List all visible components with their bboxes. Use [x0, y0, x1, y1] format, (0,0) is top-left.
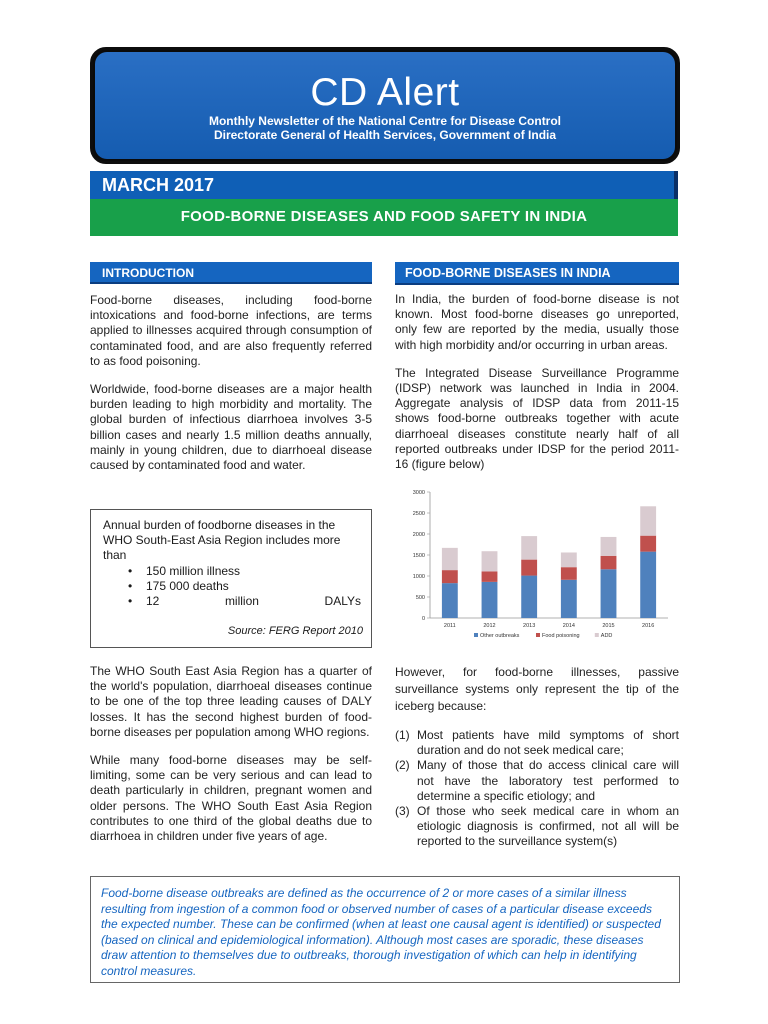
callout-source: Source: FERG Report 2010: [227, 624, 363, 637]
reason-item: (3) Of those who seek medical care in whom an etiologic diagnosis is confirmed, not all will be reported to the surveillance system(s): [395, 804, 679, 849]
legend-label: Other outbreaks: [480, 633, 520, 639]
bar-segment: [521, 560, 537, 576]
issue-topic-title: FOOD-BORNE DISEASES AND FOOD SAFETY IN INDIA: [90, 199, 678, 236]
bar-segment: [561, 580, 577, 618]
y-tick-label: 3000: [412, 490, 425, 496]
bar-segment: [640, 552, 656, 618]
bar-segment: [521, 576, 537, 618]
callout-item: • 12 million DALYs: [128, 594, 361, 609]
right-column: [395, 262, 679, 472]
y-tick-label: 1500: [412, 553, 425, 559]
y-tick-label: 0: [421, 616, 425, 622]
bar-segment: [601, 556, 617, 569]
masthead: [90, 47, 680, 164]
definition-box: [90, 876, 680, 983]
intro-paragraph-4: While many food-borne diseases may be self-limiting, some can be very serious and can lead to death particularly in children, pregnant women and older persons. The WHO South East Asia Region contributes to one third of the global deaths due to diarrhoea in children under five years of age.: [90, 753, 372, 844]
x-tick-label: 2012: [483, 623, 496, 629]
bar-segment: [640, 536, 656, 552]
bar-segment: [640, 506, 656, 535]
x-tick-label: 2011: [443, 623, 456, 629]
x-tick-label: 2015: [602, 623, 615, 629]
intro-paragraph-1: Food-borne diseases, including food-borne intoxications and food-borne infections, are terms applied to illnesses acquired through consumption of contaminated food, and are also frequently referred to as food poisoning.: [90, 293, 372, 368]
legend-swatch: [474, 633, 478, 637]
legend-label: ADD: [600, 633, 613, 639]
intro-paragraph-2: Worldwide, food-borne diseases are a major health burden leading to high morbidity and mortality. The global burden of infectious diarrhoea involves 3-5 billion cases and nearly 1.5 million deaths annually, mainly in young children, due to diarrhoeal disease caused by contaminated food and water.: [90, 382, 372, 473]
callout-item: • 150 million illness: [128, 563, 241, 578]
newsletter-title: CD Alert: [310, 71, 460, 114]
right-column-lower: [395, 664, 679, 850]
callout-intro: Annual burden of foodborne diseases in the WHO South-East Asia Region includes more than: [103, 518, 341, 563]
x-tick-label: 2013: [523, 623, 536, 629]
bar-segment: [601, 569, 617, 618]
x-tick-label: 2016: [642, 623, 655, 629]
y-tick-label: 2000: [412, 532, 425, 538]
callout-item: • 175 000 deaths: [128, 578, 229, 593]
bar-segment: [442, 583, 458, 618]
india-heading: FOOD-BORNE DISEASES IN INDIA: [395, 262, 679, 285]
bar-segment: [442, 570, 458, 583]
newsletter-subtitle-line1: Monthly Newsletter of the National Centre for Disease Control: [208, 114, 562, 128]
bar-segment: [482, 571, 498, 582]
india-paragraph-2: The Integrated Disease Surveillance Programme (IDSP) network was launched in India in 2004. Aggregate analysis of IDSP data from 2011-15 shows food-borne outbreaks together with acute diarrhoeal diseases constitute nearly half of all reported outbreaks under IDSP for the period 2011-16 (figure below): [395, 365, 679, 472]
masthead-panel: [95, 52, 675, 159]
legend-label: Food poisoning: [542, 633, 580, 639]
legend-swatch: [536, 633, 540, 637]
reason-item: (1) Most patients have mild symptoms of short duration and do not seek medical care;: [395, 728, 679, 758]
bar-segment: [442, 548, 458, 570]
y-tick-label: 2500: [412, 511, 425, 517]
burden-callout-box: [90, 509, 372, 648]
issue-month: MARCH 2017: [90, 171, 678, 199]
newsletter-subtitle-line2: Directorate General of Health Services, Government of India: [213, 128, 557, 142]
bar-segment: [482, 551, 498, 571]
introduction-heading: INTRODUCTION: [90, 262, 372, 284]
bar-segment: [521, 536, 537, 560]
bar-segment: [482, 582, 498, 618]
bar-segment: [601, 537, 617, 556]
intro-paragraph-3: The WHO South East Asia Region has a quarter of the world's population, diarrhoeal diseases continue to be one of the top three leading causes of DALY losses. It has the second highest burden of food-borne diseases per population among WHO regions.: [90, 664, 372, 739]
left-column: [90, 262, 372, 473]
outbreaks-chart-svg: [396, 484, 678, 650]
definition-text: Food-borne disease outbreaks are defined as the occurrence of 2 or more cases of a similar illness resulting from ingestion of a common food or observed number of cases of a particular disease exceeds the expected number. These can be confirmed (when at least one causal agent is identified) or suspected (based on clinical and epidemiological information). Although most cases are sporadic, these diseases draw attention to themselves due to outbreaks, thorough investigation of which can help in identifying control measures.: [101, 886, 661, 978]
india-paragraph-1: In India, the burden of food-borne disease is not known. Most food-borne diseases go unreported, only few are reported by the media, usually those with high morbidity and/or occurring in urban areas.: [395, 292, 679, 352]
india-paragraph-3: However, for food-borne illnesses, passive surveillance systems only represent the tip of the iceberg because:: [395, 665, 679, 713]
bar-segment: [561, 567, 577, 580]
y-tick-label: 500: [415, 595, 425, 601]
y-tick-label: 1000: [412, 574, 425, 580]
reason-item: (2) Many of those that do access clinical care will not have the laboratory test performed to determine a specific etiology; and: [395, 758, 679, 803]
outbreaks-chart: [396, 484, 678, 650]
callout-list: [128, 564, 361, 610]
bar-segment: [561, 552, 577, 567]
legend-swatch: [595, 633, 599, 637]
left-column-lower: [90, 664, 372, 844]
x-tick-label: 2014: [562, 623, 575, 629]
reasons-list: [395, 728, 679, 850]
